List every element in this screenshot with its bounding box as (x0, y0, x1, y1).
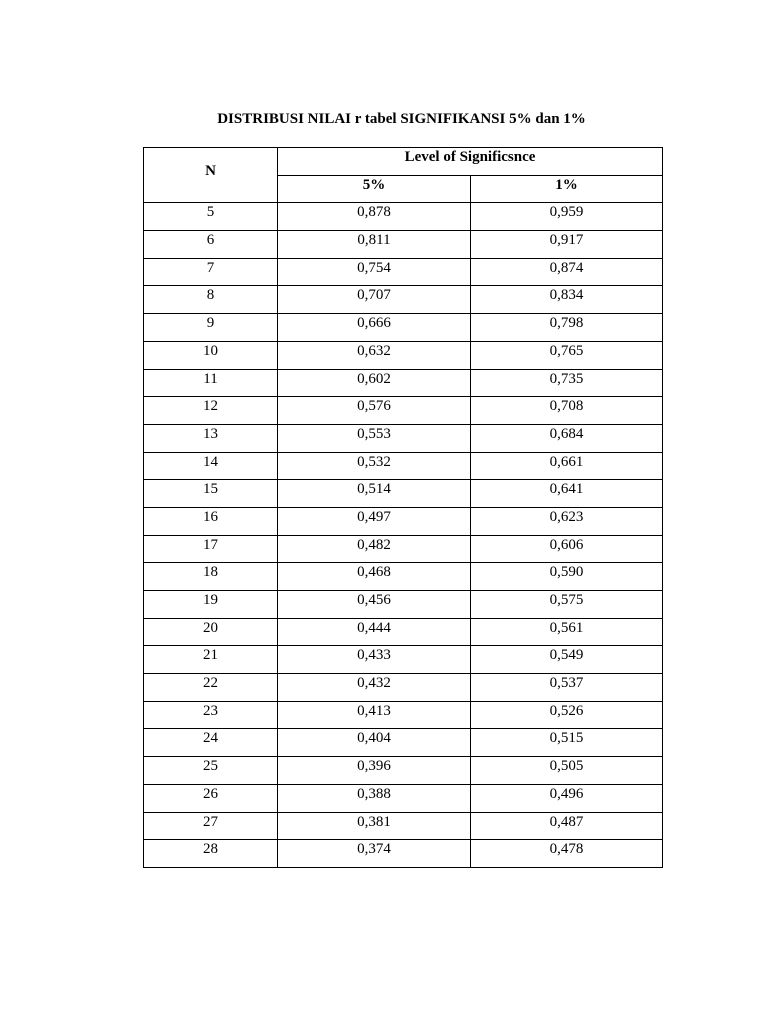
n-cell: 25 (144, 757, 278, 785)
five-percent-cell: 0,553 (278, 424, 471, 452)
n-cell: 27 (144, 812, 278, 840)
r-table (143, 147, 663, 868)
n-cell: 22 (144, 674, 278, 702)
page-title: DISTRIBUSI NILAI r tabel SIGNIFIKANSI 5% dan 1% (217, 111, 586, 127)
table-body (144, 203, 663, 868)
table-row (144, 314, 663, 342)
one-percent-cell: 0,505 (471, 757, 663, 785)
n-cell: 12 (144, 397, 278, 425)
table-row (144, 840, 663, 868)
one-percent-cell: 0,537 (471, 674, 663, 702)
one-percent-cell: 0,684 (471, 424, 663, 452)
n-cell: 6 (144, 231, 278, 259)
table-row (144, 369, 663, 397)
n-cell: 8 (144, 286, 278, 314)
n-cell: 17 (144, 535, 278, 563)
table-row (144, 203, 663, 231)
n-cell: 7 (144, 258, 278, 286)
five-percent-cell: 0,388 (278, 784, 471, 812)
one-percent-cell: 0,478 (471, 840, 663, 868)
header-row-top (144, 148, 663, 176)
one-percent-cell: 0,549 (471, 646, 663, 674)
one-percent-cell: 0,917 (471, 231, 663, 259)
five-percent-cell: 0,482 (278, 535, 471, 563)
five-percent-cell: 0,811 (278, 231, 471, 259)
n-cell: 16 (144, 507, 278, 535)
table-row (144, 507, 663, 535)
table-row (144, 231, 663, 259)
five-percent-cell: 0,374 (278, 840, 471, 868)
n-cell: 13 (144, 424, 278, 452)
n-cell: 23 (144, 701, 278, 729)
one-percent-cell: 0,623 (471, 507, 663, 535)
five-percent-cell: 0,433 (278, 646, 471, 674)
one-percent-cell: 0,590 (471, 563, 663, 591)
table-row (144, 757, 663, 785)
table-row (144, 563, 663, 591)
five-percent-cell: 0,413 (278, 701, 471, 729)
one-percent-cell: 0,606 (471, 535, 663, 563)
table-row (144, 674, 663, 702)
one-percent-cell: 0,487 (471, 812, 663, 840)
one-percent-cell: 0,735 (471, 369, 663, 397)
five-percent-cell: 0,707 (278, 286, 471, 314)
five-percent-cell: 0,381 (278, 812, 471, 840)
one-percent-header: 1% (471, 175, 663, 203)
n-cell: 24 (144, 729, 278, 757)
table-row (144, 480, 663, 508)
n-cell: 15 (144, 480, 278, 508)
n-cell: 14 (144, 452, 278, 480)
n-cell: 5 (144, 203, 278, 231)
five-percent-cell: 0,666 (278, 314, 471, 342)
one-percent-cell: 0,641 (471, 480, 663, 508)
one-percent-cell: 0,575 (471, 591, 663, 619)
five-percent-cell: 0,754 (278, 258, 471, 286)
n-column-header: N (144, 148, 278, 203)
five-percent-cell: 0,432 (278, 674, 471, 702)
five-percent-header: 5% (278, 175, 471, 203)
one-percent-cell: 0,496 (471, 784, 663, 812)
one-percent-cell: 0,661 (471, 452, 663, 480)
five-percent-cell: 0,444 (278, 618, 471, 646)
n-cell: 26 (144, 784, 278, 812)
table-row (144, 341, 663, 369)
n-cell: 9 (144, 314, 278, 342)
one-percent-cell: 0,526 (471, 701, 663, 729)
five-percent-cell: 0,532 (278, 452, 471, 480)
one-percent-cell: 0,959 (471, 203, 663, 231)
table-row (144, 258, 663, 286)
table-row (144, 701, 663, 729)
five-percent-cell: 0,632 (278, 341, 471, 369)
n-cell: 10 (144, 341, 278, 369)
table-row (144, 424, 663, 452)
significance-group-header: Level of Significsnce (278, 148, 663, 176)
one-percent-cell: 0,834 (471, 286, 663, 314)
five-percent-cell: 0,497 (278, 507, 471, 535)
one-percent-cell: 0,708 (471, 397, 663, 425)
table-row (144, 729, 663, 757)
one-percent-cell: 0,561 (471, 618, 663, 646)
one-percent-cell: 0,798 (471, 314, 663, 342)
n-cell: 20 (144, 618, 278, 646)
table-row (144, 452, 663, 480)
table-row (144, 286, 663, 314)
five-percent-cell: 0,602 (278, 369, 471, 397)
table-row (144, 784, 663, 812)
table-header (144, 148, 663, 203)
five-percent-cell: 0,456 (278, 591, 471, 619)
five-percent-cell: 0,404 (278, 729, 471, 757)
table-row (144, 535, 663, 563)
five-percent-cell: 0,514 (278, 480, 471, 508)
one-percent-cell: 0,515 (471, 729, 663, 757)
n-cell: 28 (144, 840, 278, 868)
five-percent-cell: 0,878 (278, 203, 471, 231)
one-percent-cell: 0,765 (471, 341, 663, 369)
table-row (144, 812, 663, 840)
table-row (144, 646, 663, 674)
five-percent-cell: 0,468 (278, 563, 471, 591)
five-percent-cell: 0,396 (278, 757, 471, 785)
n-cell: 18 (144, 563, 278, 591)
n-cell: 19 (144, 591, 278, 619)
five-percent-cell: 0,576 (278, 397, 471, 425)
table-row (144, 397, 663, 425)
one-percent-cell: 0,874 (471, 258, 663, 286)
n-cell: 11 (144, 369, 278, 397)
table-row (144, 618, 663, 646)
table-row (144, 591, 663, 619)
n-cell: 21 (144, 646, 278, 674)
